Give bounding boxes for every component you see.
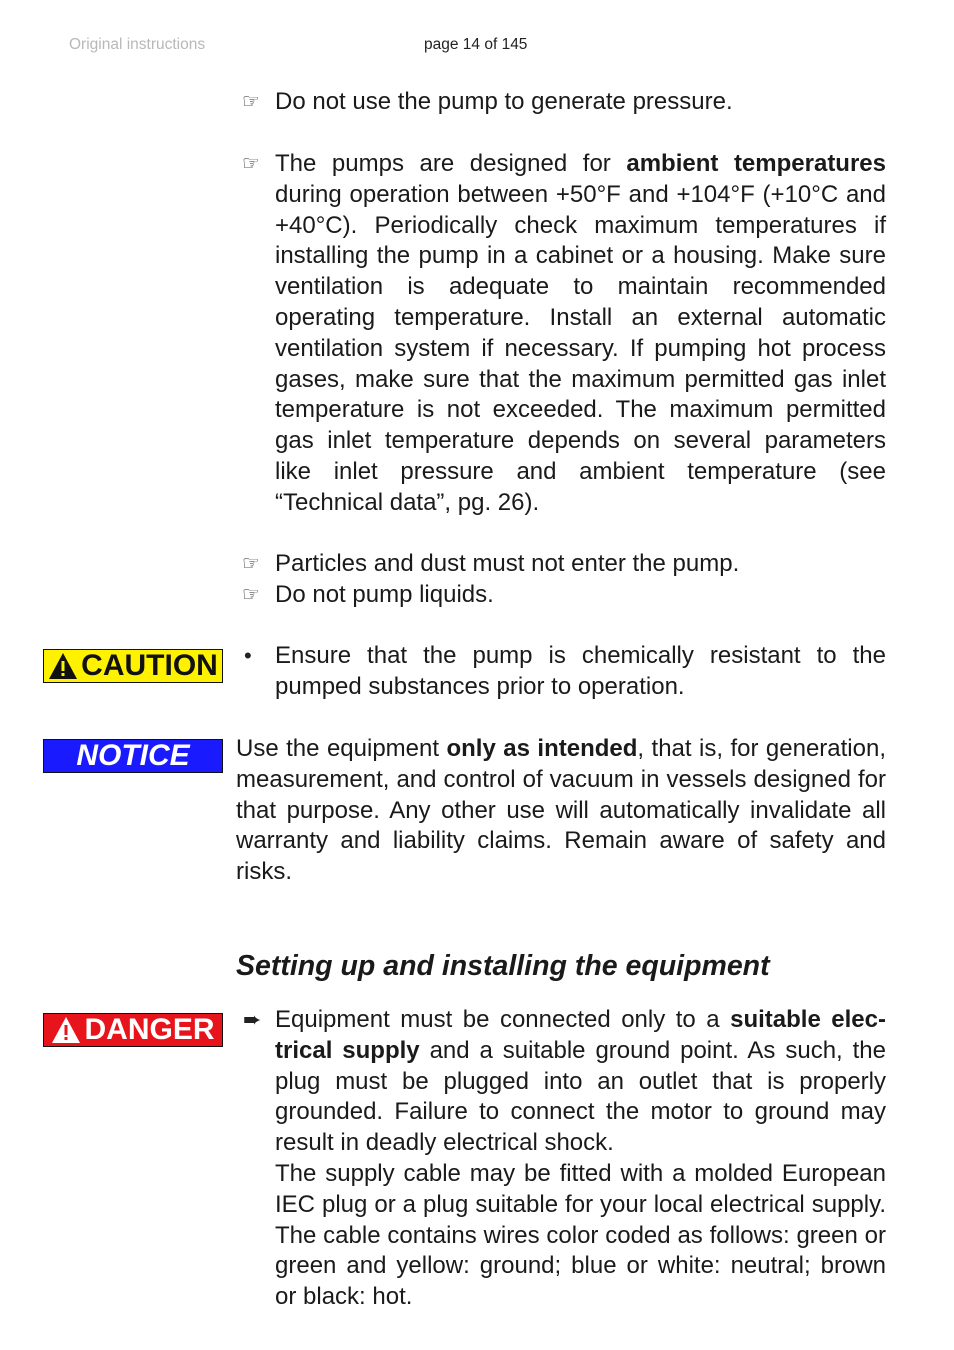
section-heading: Setting up and installing the equipment [236, 950, 770, 982]
text-segment: Use the equipment [236, 735, 447, 762]
warning-triangle-icon [48, 652, 78, 680]
danger-label-text: DANGER [84, 1013, 215, 1046]
notice-label-text: NOTICE [76, 739, 190, 772]
hand-pointer-icon: ☞ [242, 584, 260, 606]
text-segment: Equipment must be connected only to a [275, 1006, 731, 1033]
caution-text: Ensure that the pump is chemically resistant to the pumped substances prior to operation. [275, 642, 886, 700]
hand-pointer-icon: ☞ [242, 91, 260, 113]
notice-text [236, 734, 886, 888]
text-segment: The pumps are designed for [275, 150, 627, 177]
danger-label [43, 1013, 223, 1047]
bullet-icon: • [244, 643, 252, 668]
caution-label-text: CAUTION [81, 649, 218, 682]
caution-label [43, 649, 223, 683]
bold-term: ambient temperatures [626, 150, 887, 177]
hand-pointer-icon: ☞ [242, 553, 260, 575]
danger-text [275, 1005, 886, 1313]
text-segment: and a suitable ground point. As such, the plug must be plugged into an outlet that is properly grounded. Failure to connect the motor to ground may result in deadly electrical shock. [275, 1036, 887, 1157]
text-segment: during operation between +50°F and +104°F (+10°C and +40°C). Periodically check maximum temperatures if installing the pump in a cabinet or a housing. Make sure ventilation is adequate to maintain recommended operating temperature. Install an external automatic ventilation system if necessary. If pumping hot process gases, make sure that the maximum permitted gas inlet temperature is not exceeded. The maximum permitted gas inlet temperature depends on several parameters like inlet pressure and ambient temperature (see “Technical data”, pg. 26). [275, 180, 886, 516]
warning-triangle-icon [51, 1016, 81, 1044]
page-number: page 14 of 145 [424, 36, 528, 53]
instruction-liquids: Do not pump liquids. [275, 581, 494, 608]
instruction-pressure: Do not use the pump to generate pressure. [275, 88, 733, 115]
bold-term: only as intended [446, 735, 638, 762]
instruction-temperature [275, 149, 886, 519]
danger-paragraph-2: The supply cable may be fitted with a molded European IEC plug or a plug suitable for your local electrical supply. The cable contains wires color coded as follows: green or green and yellow: ground; blue or white: neutral; brown or black: hot. [275, 1159, 886, 1311]
text-segment: , that is, for generation, measurement, and control of vacuum in vessels designed for that purpose. Any other use will automatically invalidate all warranty and liability claims. Remain aware of safety and risks. [236, 735, 886, 886]
arrow-right-icon: ➨ [243, 1007, 262, 1032]
header-document-type: Original instructions [69, 36, 206, 53]
bold-term: suitable electrical supply [275, 1006, 886, 1064]
notice-label [43, 739, 223, 773]
instruction-particles: Particles and dust must not enter the pump. [275, 550, 740, 577]
hand-pointer-icon: ☞ [242, 153, 260, 175]
